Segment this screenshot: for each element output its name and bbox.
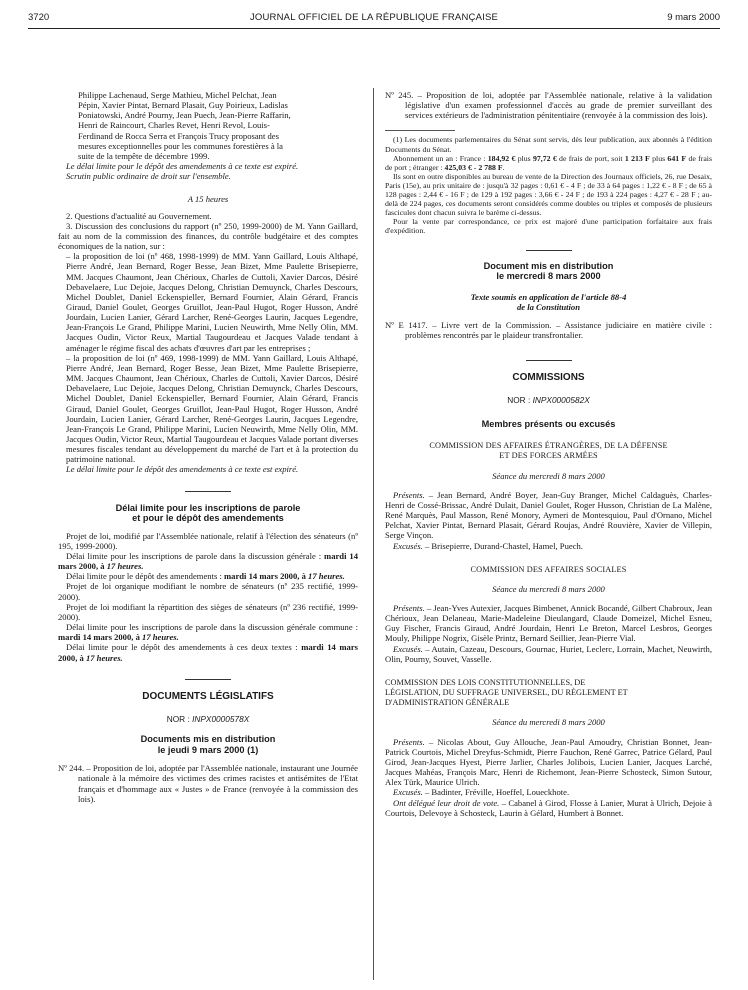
proposal-469: – la proposition de loi (nº 469, 1998-1999) de MM. Yann Gaillard, Louis Althapé, Pierre André, Jean Bernard, Roger Besse, Jean Bizet, Mme Paulette Brisepierre, MM. Jacques Chaumont, Jean Chérioux, Charles de Cuttoli, Xavier Darcos, Désiré Debavelaere, Luc Dejoie, Jacques Delong, Christian Demuynck, Charles Descours, Michel Doublet, Daniel Eckenspieller, Bernard Fournier, Alain Gérard, Francis Giraud, Daniel Goulet, Georges Gruillot, Jean-Paul Hugot, Roger Husson, André Jourdain, Lucien Lanier, Gérard Larcher, René-Georges Laurin, Jacques Legendre, Jean-François Le Grand, Philippe Marini, Lucien Neuwirth, Mme Nelly Olin, MM. Jacques Oudin, Victor Reux, Martial Taugourdeau et Jacques Valade portant diverses mesures fiscales tendant au développement du marché de l'art et à la protection du patrimoine national. [66,352,358,465]
text-span: plus [515,153,533,163]
mail-order-note: Pour la vente par correspondance, ce prix est majoré d'une participation forfaitaire aux frais d'expédition. [385,217,712,236]
present-members [385,490,712,541]
proposal-468: – la proposition de loi (nº 468, 1998-1999) de MM. Yann Gaillard, Louis Althapé, Pierre André, Jean Bernard, Roger Besse, Jean Bizet, Mme Paulette Brisepierre, MM. Jacques Chaumont, Jean Chérioux, Charles de Cuttoli, Xavier Darcos, Désiré Debavelaere, Luc Dejoie, Jacques Delong, Christian Demuynck, Charles Descours, Michel Doublet, Daniel Eckenspieller, Bernard Fournier, Alain Gérard, Francis Giraud, Daniel Goulet, Georges Gruillot, Jean-Paul Hugot, Roger Husson, André Jourdain, Lucien Lanier, Gérard Larcher, René-Georges Laurin, Jacques Legendre, Jean-François Le Grand, Philippe Marini, Lucien Neuwirth, Mme Nelly Olin, MM. Jacques Oudin, Victor Reux, Martial Taugourdeau et Jacques Valade tendant à aménager le régime fiscal des achats d'œuvres d'art par les entreprises ; [66,251,358,353]
distribution-date: le mercredi 8 mars 2000 [496,271,601,281]
column-divider [373,88,374,980]
deadline-section-title: Délai limite pour les inscriptions de parole [115,502,301,513]
excused-members [385,787,712,797]
text-span: Abonnement un an : France : [393,153,488,163]
page-number: 3720 [28,12,50,23]
deadline-date: mardi 14 mars 2000, à [224,571,309,582]
excused-label: Excusés. [393,643,423,654]
nor-label: NOR : [507,394,533,405]
distribution-date: le jeudi 9 mars 2000 (1) [157,744,259,755]
article-88-4-subtitle: de la Constitution [516,301,581,312]
excused-label: Excusés. [393,787,423,798]
deadline-hour: 17 heures. [106,561,144,572]
excused-list: – Autain, Cazeau, Descours, Gournac, Huriet, Leclerc, Lorrain, Machet, Neuwirth, Olin, Pourny, Souvet, Vasselle. [385,643,712,664]
commission-foreign-affairs-title: COMMISSION DES AFFAIRES ÉTRANGÈRES, DE LA DÉFENSE [429,441,668,451]
text-span: de frais de port ; étranger : [385,153,712,172]
vote-note: Scrutin public ordinaire de droit sur l'ensemble. [66,171,231,182]
speaking-deadline [58,551,358,571]
price: 97,72 € [533,153,557,163]
agenda-item-2: 2. Questions d'actualité au Gouvernement. [66,210,212,221]
price: 425,03 € [444,162,472,172]
text-line: Henri de Raincourt, Charles Revet, Henri Revol, Louis- [78,120,270,131]
members-title: Membres présents ou excusés [481,418,616,429]
excused-list: – Brisepierre, Durand-Chastel, Hamel, Puech. [422,540,583,551]
delegated-label: Ont délégué leur droit de vote. [393,797,500,808]
deadline-hour: 17 heures. [85,652,123,663]
session-date: Séance du mercredi 8 mars 2000 [492,717,605,728]
title-line: LÉGISLATION, DU SUFFRAGE UNIVERSEL, DU RÈGLEMENT ET [385,688,628,698]
text-span: - [471,162,479,172]
present-list: – Jean-Yves Autexier, Jacques Bimbenet, Annick Bocandé, Gilbert Chabroux, Jean Chérioux, Jean Delaneau, Marie-Madeleine Dieulangard, Claude Domeizel, Michel Esneu, Guy Fischer, Francis Giraud, André Jourdain, Henri Le Breton, Marcel Lesbros, Georges Mouly, Philippe Nogrix, Gisèle Printz, Bernard Seillier, Jean-Pierre Vial. [385,603,712,644]
price: 1 213 F [624,153,650,163]
delegated-votes [385,798,712,818]
organic-bill: Projet de loi organique modifiant le nombre de sénateurs (nº 235 rectifié, 1999-2000). [58,581,358,602]
nor-reference [385,395,712,405]
proposal-authors [58,90,358,161]
text-line: suite de la tempête de décembre 1999. [78,150,210,161]
session-date: Séance du mercredi 8 mars 2000 [492,583,605,594]
commission-laws-title [385,678,712,708]
excused-members [385,541,712,551]
present-label: Présents. [393,603,425,613]
price: 184,92 € [487,153,516,163]
session-date: Séance du mercredi 8 mars 2000 [492,470,605,481]
text-span: Délai limite pour le dépôt des amendements : [66,571,224,582]
footnote-1: (1) Les documents parlementaires du Sénat sont servis, dès leur publication, aux abonnés à l'édition Documents du Sénat. [385,135,712,154]
present-list: – Nicolas About, Guy Allouche, Jean-Paul Amoudry, Christian Bonnet, Jean-Patrick Courtois, Michel Dreyfus-Schmidt, Pierre Fauchon, René Garrec, Patrice Gélard, Paul Girod, Jean-Jacques Hyest, Pierre Jarlier, Charles Jolibois, Lucien Lanier, Jacques Larché, Jacques Mahéas, François Marc, Henri de Richemont, Jean-Pierre Schosteck, Simon Sutour, Alex Türk, Maurice Ulrich. [385,736,712,788]
text-line: mesures exceptionnelles pour les communes forestières à la [78,140,283,151]
joint-speaking-deadline [58,622,358,642]
deadline-date: mardi 14 mars 2000, à [58,642,358,663]
present-members [385,603,712,644]
present-members [385,737,712,788]
legislative-documents-title: DOCUMENTS LÉGISLATIFS [142,690,274,702]
agenda-item-3: 3. Discussion des conclusions du rapport (nº 250, 1999-2000) de M. Yann Gaillard, fait au nom de la commission des finances, du contrôle budgétaire et des comptes économiques de la nation, sur : [58,220,358,252]
article-88-4-title: Texte soumis en application de l'article 88-4 [470,291,627,302]
header-rule [28,28,720,29]
seat-bill: Projet de loi modifiant la répartition des sièges de sénateurs (nº 236 rectifié, 1999-2000). [58,601,358,622]
document-e1417: Nº E 1417. – Livre vert de la Commission. – Assistance judiciaire en matière civile : problèmes rencontrés par le plaideur transfrontalier. [385,319,712,340]
text-span: Délai limite pour les inscriptions de parole dans la discussion générale commune : [66,622,358,633]
bill-election-senators: Projet de loi, modifié par l'Assemblée nationale, relatif à l'élection des sénateurs (nº 195, 1999-2000). [58,530,358,551]
nor-label: NOR : [166,714,193,725]
unit-prices: Ils sont en outre disponibles au bureau de vente de la Direction des Journaux officiels, 26, rue Desaix, Paris (15e), au prix unitaire de : jusqu'à 32 pages : 0,61 € - 4 F ; de 33 à 64 pages : 1,22 € - 8 F ; de 65 à 128 pages : 2,44 € - 16 F ; de 129 à 192 pages : 3,66 € - 24 F ; de 193 à 224 pages : 4,27 € - 28 F ; au-delà de 224 pages, ces documents seront considérés comme doubles ou triples et composés de plusieurs fascicules dont chacun suivra le barème ci-dessus. [385,171,712,218]
deadline-section-subtitle: et pour le dépôt des amendements [132,513,284,524]
deadline-date: mardi 14 mars 2000, à [58,550,358,572]
title-line: COMMISSION DES LOIS CONSTITUTIONNELLES, DE [385,677,586,687]
amendment-deadline [58,571,358,581]
text-line: Ferdinand de Rocca Serra et François Trucy proposant des [78,130,279,141]
nor-reference [58,714,358,724]
deadline-hour: 17 heures. [308,571,345,582]
text-line: Philippe Lachenaud, Serge Mathieu, Michel Pelchat, Jean [78,90,277,100]
distribution-title: Documents mis en distribution [140,734,276,745]
present-list: – Jean Bernard, André Boyer, Jean-Guy Branger, Michel Caldaguès, Charles-Henri de Cossé-Brissac, André Dulait, Daniel Goulet, Roger Husson, Christian de La Malène, René Marquès, Paul Masson, René Monory, Aymeri de Montesquiou, Paul d'Ornano, Michel Pelchat, Xavier Pintat, Bernard Plasait, Gérard Roujas, André Rouvière, Xavier de Villepin, Serge Vinçon. [385,489,712,541]
amendment-deadline-note: Le délai limite pour le dépôt des amendements à ce texte est expiré. [66,161,299,172]
document-244: Nº 244. – Proposition de loi, adoptée par l'Assemblée nationale, instaurant une Journée nationale à la mémoire des victimes des crimes racistes et antisémites de l'Etat français et d'hommage aux « Justes » de France (renvoyée à la commission des lois). [58,763,358,804]
nor-code: INPX0000578X [192,714,250,725]
text-span: Délai limite pour le dépôt des amendements à ces deux textes : [66,642,302,653]
issue-date: 9 mars 2000 [667,12,720,23]
text-span: plus [649,153,668,163]
commission-social-affairs-title: COMMISSION DES AFFAIRES SOCIALES [470,564,627,574]
document-245: Nº 245. – Proposition de loi, adoptée par l'Assemblée nationale, relative à la validation législative d'un examen professionnel d'accès au grade de premier surveillant des services extérieurs de l'administration pénitentiaire (renvoyée à la commission des lois). [385,90,712,121]
running-header [28,12,720,26]
amendment-deadline-note-2: Le délai limite pour le dépôt des amendements à ce texte est expiré. [66,464,299,475]
text-line: Poniatowski, André Pourny, Jean Puech, Jean-Pierre Raffarin, [78,110,291,121]
distribution-title: Document mis en distribution [483,260,614,271]
excused-list: – Badinter, Fréville, Hoeffel, Loueckhote. [422,787,570,798]
commissions-title: COMMISSIONS [512,372,585,384]
text-span: . [502,162,505,172]
left-column [58,90,358,804]
price: 641 F [667,153,687,163]
title-line: D'ADMINISTRATION GÉNÉRALE [385,698,510,708]
deadline-date: mardi 14 mars 2000, à [58,632,143,643]
text-span: de frais de port, soit [556,153,625,163]
right-column [385,90,712,818]
journal-title: JOURNAL OFFICIEL DE LA RÉPUBLIQUE FRANÇAISE [249,12,499,23]
excused-label: Excusés. [393,540,423,551]
joint-amendment-deadline [58,642,358,662]
present-label: Présents. [393,489,425,500]
session-time: A 15 heures [187,194,229,205]
nor-code: INPX0000582X [532,394,590,405]
text-line: Pépin, Xavier Pintat, Bernard Plasait, Guy Poirieux, Ladislas [78,100,288,111]
excused-members [385,644,712,664]
subscription-prices [385,154,712,172]
present-label: Présents. [393,736,425,747]
deadline-hour: 17 heures. [142,632,179,643]
commission-foreign-affairs-subtitle: ET DES FORCES ARMÉES [499,451,598,461]
price: 2 788 F [478,162,503,172]
delegated-list: – Cabanel à Girod, Flosse à Lanier, Murat à Ulrich, Dejoie à Courtois, Delevoye à Schosteck, Laurin à Gélard, Humbert à Bonnet. [385,797,712,818]
text-span: Délai limite pour les inscriptions de parole dans la discussion générale : [66,550,325,561]
